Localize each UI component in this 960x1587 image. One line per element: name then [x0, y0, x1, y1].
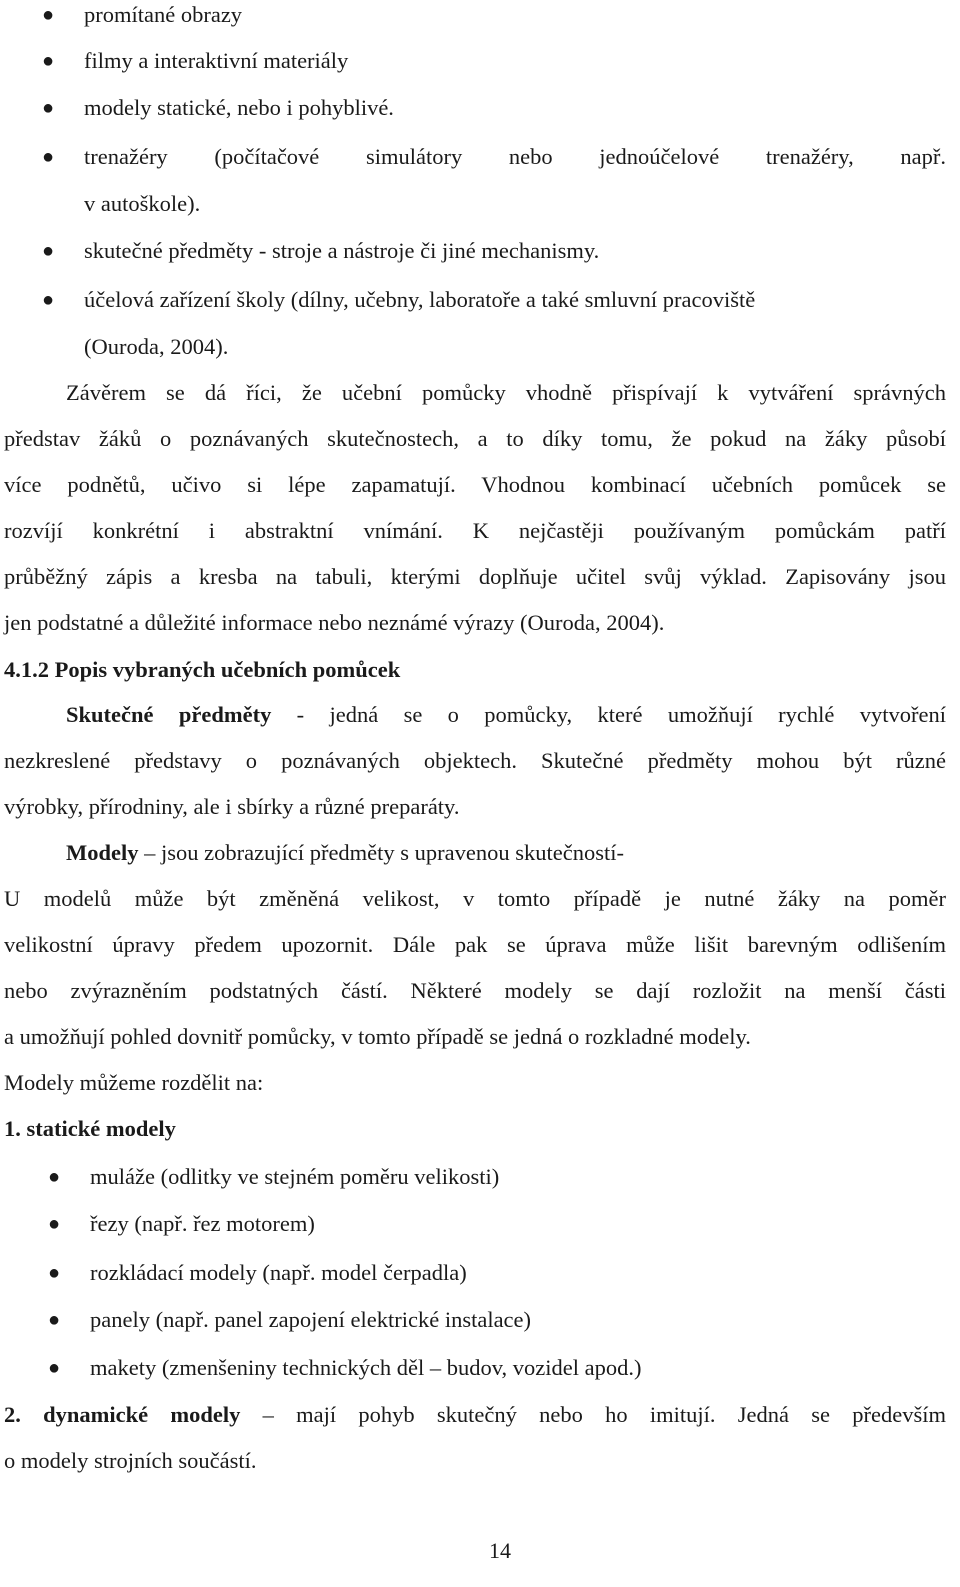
paragraph-line: rozvíjí konkrétní i abstraktní vnímání. K nejčastěji používaným pomůckám patří — [4, 518, 946, 543]
paragraph-line: velikostní úpravy předem upozornit. Dále pak se úprava může lišit barevným odlišením — [4, 932, 946, 957]
section-heading: 4.1.2 Popis vybraných učebních pomůcek — [4, 657, 401, 682]
paragraph-line: více podnětů, učivo si lépe zapamatují. Vhodnou kombinací učebních pomůcek se — [4, 472, 946, 497]
paragraph-line: o modely strojních součástí. — [4, 1448, 257, 1473]
list-item: účelová zařízení školy (dílny, učebny, laboratoře a také smluvní pracoviště — [84, 287, 756, 312]
list-item: panely (např. panel zapojení elektrické instalace) — [90, 1307, 532, 1332]
bullet-icon: ● — [42, 146, 55, 168]
bullet-icon: ● — [48, 1357, 61, 1379]
bullet-icon: ● — [48, 1166, 61, 1188]
bullet-icon: ● — [42, 289, 55, 311]
bullet-icon: ● — [42, 240, 55, 262]
paragraph-text: – jsou zobrazující předměty s upravenou skutečností- — [138, 840, 624, 865]
list-item: rozkládací modely (např. model čerpadla) — [90, 1260, 467, 1285]
list-item: promítané obrazy — [84, 2, 243, 27]
list-item: makety (zmenšeniny technických děl – budov, vozidel apod.) — [90, 1355, 642, 1380]
static-models-heading: 1. statické modely — [4, 1116, 176, 1141]
paragraph-line: představ žáků o poznávaných skutečnostech, a to díky tomu, že pokud na žáky působí — [4, 426, 946, 451]
list-item: modely statické, nebo i pohyblivé. — [84, 95, 394, 120]
page-number: 14 — [489, 1538, 511, 1563]
list-item: trenažéry (počítačové simulátory nebo jednoúčelové trenažéry, např. — [84, 144, 946, 169]
paragraph-line: nebo zvýrazněním podstatných částí. Některé modely se dají rozložit na menší části — [4, 978, 946, 1003]
list-item: skutečné předměty - stroje a nástroje či jiné mechanismy. — [84, 238, 600, 263]
list-item: muláže (odlitky ve stejném poměru velikosti) — [90, 1164, 500, 1189]
paragraph-line: Závěrem se dá říci, že učební pomůcky vhodně přispívají k vytváření správných — [66, 380, 946, 405]
term-bold: Modely — [66, 840, 139, 865]
list-item: řezy (např. řez motorem) — [90, 1211, 315, 1236]
bullet-icon: ● — [48, 1213, 61, 1235]
list-item-continuation: v autoškole). — [84, 191, 201, 216]
paragraph-line — [66, 838, 624, 868]
term-bold: 2. dynamické modely — [4, 1402, 241, 1427]
bullet-icon: ● — [42, 97, 55, 119]
term-bold: Skutečné předměty — [66, 702, 272, 727]
paragraph-line: Modely můžeme rozdělit na: — [4, 1070, 264, 1095]
paragraph-line: a umožňují pohled dovnitř pomůcky, v tomto případě se jedná o rozkladné modely. — [4, 1024, 751, 1049]
bullet-icon: ● — [42, 4, 55, 26]
bullet-icon: ● — [42, 50, 55, 72]
paragraph-line: jen podstatné a důležité informace nebo neznámé výrazy (Ouroda, 2004). — [4, 610, 665, 635]
list-item: filmy a interaktivní materiály — [84, 48, 349, 73]
paragraph-line: průběžný zápis a kresba na tabuli, kterými doplňuje učitel svůj výklad. Zapisovány jsou — [4, 564, 946, 589]
paragraph-line: nezkreslené představy o poznávaných objektech. Skutečné předměty mohou být různé — [4, 748, 946, 773]
bullet-icon: ● — [48, 1309, 61, 1331]
paragraph-line — [66, 700, 946, 730]
list-item-continuation: (Ouroda, 2004). — [84, 334, 229, 359]
paragraph-text: - jedná se o pomůcky, které umožňují rychlé vytvoření — [271, 702, 946, 727]
bullet-icon: ● — [48, 1262, 61, 1284]
paragraph-line: výrobky, přírodniny, ale i sbírky a různé preparáty. — [4, 794, 460, 819]
paragraph-line: U modelů může být změněná velikost, v tomto případě je nutné žáky na poměr — [4, 886, 946, 911]
paragraph-text: – mají pohyb skutečný nebo ho imitují. Jedná se především — [240, 1402, 946, 1427]
paragraph-line — [4, 1400, 946, 1430]
